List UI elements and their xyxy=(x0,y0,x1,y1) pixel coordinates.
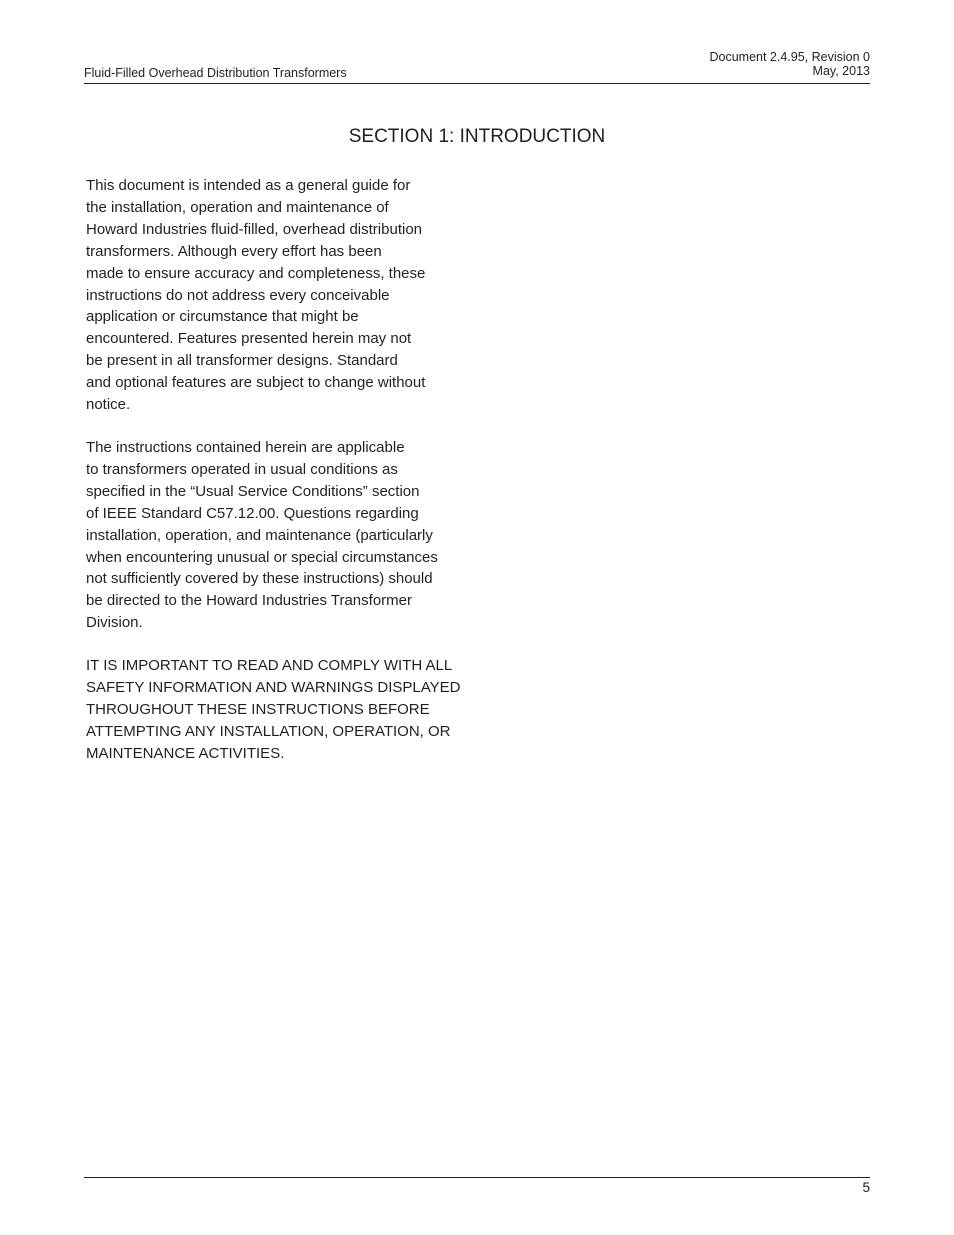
text-line: The instructions contained herein are applicable xyxy=(86,438,405,456)
body-text xyxy=(86,175,486,786)
text-line: installation, operation, and maintenance (particularly xyxy=(86,526,433,544)
text-line: ATTEMPTING ANY INSTALLATION, OPERATION, OR xyxy=(86,722,451,740)
text-line: Division. xyxy=(86,614,143,632)
text-line: MAINTENANCE ACTIVITIES. xyxy=(86,744,285,762)
page-number: 5 xyxy=(862,1180,870,1195)
text-line: specified in the “Usual Service Conditions” section xyxy=(86,482,420,500)
text-line: Howard Industries fluid-filled, overhead distribution xyxy=(86,220,423,238)
text-line: This document is intended as a general guide for xyxy=(86,177,411,194)
text-line: when encountering unusual or special circumstances xyxy=(86,548,438,566)
page-header xyxy=(84,48,870,84)
document-info xyxy=(709,50,870,78)
text-line: SAFETY INFORMATION AND WARNINGS DISPLAYED xyxy=(86,679,461,697)
intro-paragraph xyxy=(86,175,486,416)
text-line: transformers. Although every effort has been xyxy=(86,242,382,260)
text-line: and optional features are subject to change without xyxy=(86,374,426,392)
text-line: of IEEE Standard C57.12.00. Questions regarding xyxy=(86,504,419,522)
text-line: not sufficiently covered by these instructions) should xyxy=(86,570,433,588)
document-title: Fluid-Filled Overhead Distribution Transformers xyxy=(84,66,347,80)
text-line: application or circumstance that might be xyxy=(86,308,359,326)
text-line: made to ensure accuracy and completeness, these xyxy=(86,264,426,282)
text-line: the installation, operation and maintenance of xyxy=(86,198,389,216)
page-footer xyxy=(84,1177,870,1195)
text-line: be directed to the Howard Industries Transformer xyxy=(86,592,412,610)
document-revision: Document 2.4.95, Revision 0 xyxy=(709,50,870,64)
text-line: be present in all transformer designs. Standard xyxy=(86,352,398,370)
document-date: May, 2013 xyxy=(812,64,870,78)
safety-notice-paragraph xyxy=(86,655,486,765)
text-line: instructions do not address every conceivable xyxy=(86,286,390,304)
text-line: encountered. Features presented herein may not xyxy=(86,330,412,348)
section-title: SECTION 1: INTRODUCTION xyxy=(348,126,606,147)
text-line: IT IS IMPORTANT TO READ AND COMPLY WITH ALL xyxy=(86,657,453,675)
applicability-paragraph xyxy=(86,437,486,634)
text-line: THROUGHOUT THESE INSTRUCTIONS BEFORE xyxy=(86,700,430,718)
text-line: to transformers operated in usual conditions as xyxy=(86,460,398,478)
text-line: notice. xyxy=(86,396,131,414)
